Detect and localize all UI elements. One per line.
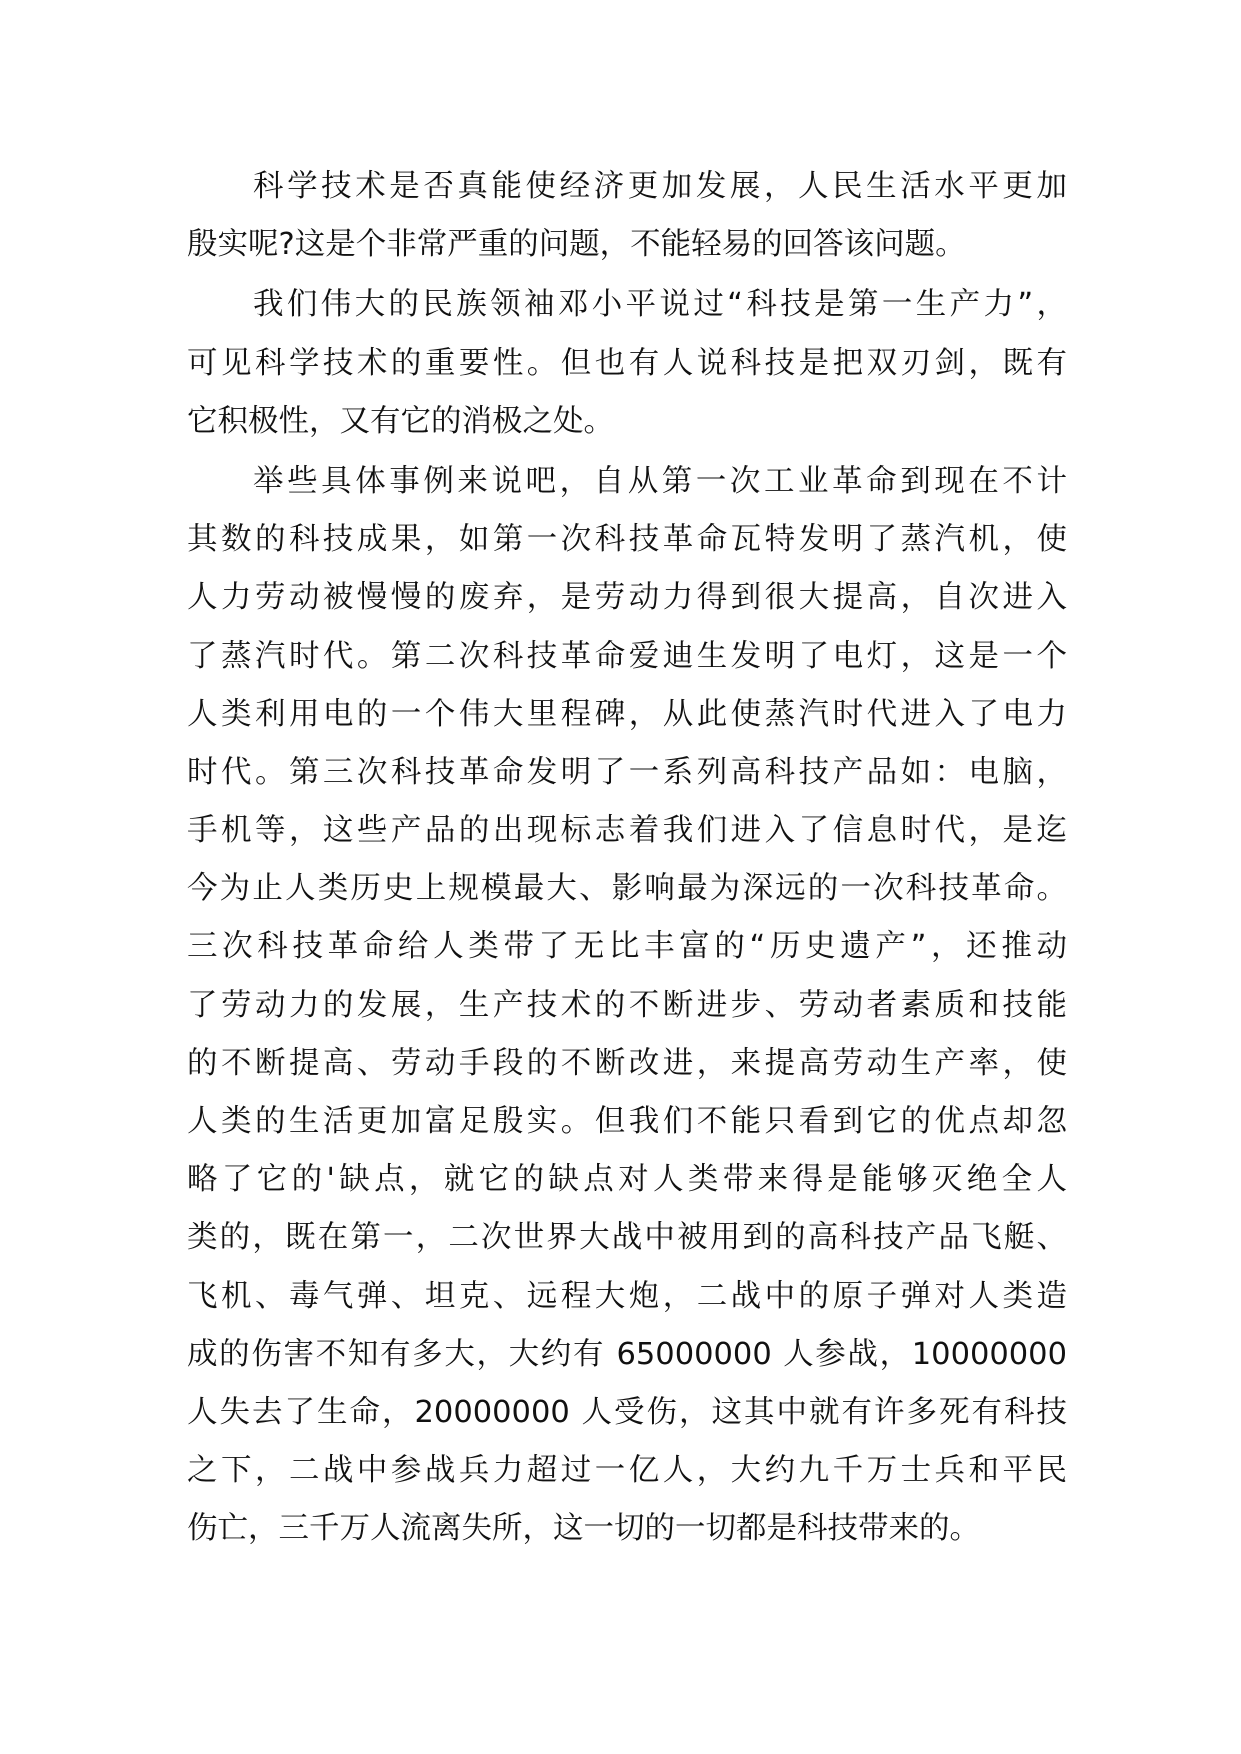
text-line: 我们伟大的民族领袖邓小平说过“科技是第一生产力”， <box>253 287 1067 323</box>
text-line: 时代。第三次科技革命发明了一系列高科技产品如：电脑， <box>187 754 1067 790</box>
text-line: 它积极性，又有它的消极之处。 <box>187 403 614 439</box>
paragraph-3 <box>187 453 1067 1559</box>
text-line: 了劳动力的发展，生产技术的不断进步、劳动者素质和技能 <box>187 987 1067 1023</box>
paragraph-1 <box>187 158 1067 274</box>
text-line: 今为止人类历史上规模最大、影响最为深远的一次科技革命。 <box>187 871 1067 907</box>
text-line: 类的，既在第一，二次世界大战中被用到的高科技产品飞艇、 <box>187 1220 1067 1256</box>
text-line: 成的伤害不知有多大，大约有 65000000 人参战，10000000 <box>187 1336 1067 1372</box>
paragraph-2 <box>187 276 1067 451</box>
text-line: 三次科技革命给人类带了无比丰富的“历史遗产”，还推动 <box>187 929 1067 965</box>
text-line: 科学技术是否真能使经济更加发展，人民生活水平更加 <box>253 169 1067 204</box>
text-line: 殷实呢?这是个非常严重的问题，不能轻易的回答该问题。 <box>187 227 966 263</box>
text-line: 略了它的'缺点，就它的缺点对人类带来得是能够灭绝全人 <box>187 1162 1067 1198</box>
text-line: 伤亡，三千万人流离失所，这一切的一切都是科技带来的。 <box>187 1511 980 1547</box>
text-line: 人失去了生命，20000000 人受伤，这其中就有许多死有科技 <box>187 1394 1067 1430</box>
text-line: 举些具体事例来说吧，自从第一次工业革命到现在不计 <box>253 463 1067 499</box>
text-line: 的不断提高、劳动手段的不断改进，来提高劳动生产率，使 <box>187 1045 1067 1081</box>
text-line: 人力劳动被慢慢的废弃，是劳动力得到很大提高，自次进入 <box>187 580 1067 616</box>
text-line: 其数的科技成果，如第一次科技革命瓦特发明了蒸汽机，使 <box>187 522 1067 558</box>
text-line: 人类的生活更加富足殷实。但我们不能只看到它的优点却忽 <box>187 1104 1067 1139</box>
document-body <box>187 158 1067 1559</box>
text-line: 可见科学技术的重要性。但也有人说科技是把双刃剑，既有 <box>187 345 1067 381</box>
text-line: 手机等，这些产品的出现标志着我们进入了信息时代，是迄 <box>187 813 1067 849</box>
text-line: 了蒸汽时代。第二次科技革命爱迪生发明了电灯，这是一个 <box>187 638 1067 674</box>
text-line: 人类利用电的一个伟大里程碑，从此使蒸汽时代进入了电力 <box>187 696 1067 732</box>
text-line: 飞机、毒气弹、坦克、远程大炮，二战中的原子弹对人类造 <box>187 1278 1067 1314</box>
text-line: 之下，二战中参战兵力超过一亿人，大约九千万士兵和平民 <box>187 1453 1067 1489</box>
